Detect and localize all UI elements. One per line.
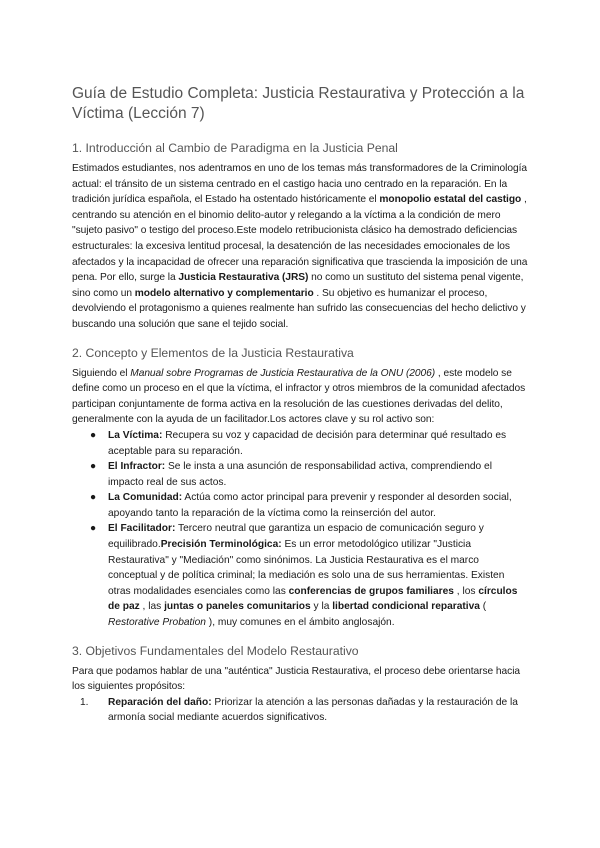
section-introduction — [72, 141, 528, 333]
actors-list — [72, 428, 528, 631]
item-text: Actúa como actor principal para prevenir y responder al desorden social, apoyando tanto la reparación de la víctima como la reinserción del autor. — [108, 492, 512, 519]
bold-term: círculos de paz — [108, 585, 518, 613]
bullet-icon: ● — [90, 429, 97, 441]
item-label: La Víctima: — [108, 429, 163, 441]
list-item — [90, 490, 528, 521]
list-item — [90, 428, 528, 459]
text-run: ( — [479, 601, 487, 613]
list-item — [90, 459, 528, 490]
italic-citation: Manual sobre Programas de Justicia Restaurativa de la ONU (2006) — [130, 367, 436, 379]
item-label: El Facilitador: — [108, 523, 176, 535]
item-text: Priorizar la atención a las personas dañadas y la restauración de la armonía social mediante acuerdos significativos. — [108, 696, 518, 724]
text-run: ), muy comunes en el ámbito anglosajón. — [205, 617, 395, 629]
text-run: Siguiendo el — [72, 367, 131, 379]
bullet-icon: ● — [90, 461, 97, 473]
item-text: Se le insta a una asunción de responsabilidad activa, comprendiendo el impacto real de sus actos. — [108, 461, 492, 488]
bold-term: conferencias de grupos familiares — [288, 585, 454, 597]
section-1-heading: 1. Introducción al Cambio de Paradigma en la Justicia Penal — [72, 141, 398, 155]
italic-term: Restorative Probation — [108, 617, 206, 629]
text-run: , las — [139, 601, 165, 613]
bold-term: modelo alternativo y complementario — [134, 287, 314, 299]
bold-term: Justicia Restaurativa (JRS) — [178, 272, 309, 284]
text-run: Estimados estudiantes, nos adentramos en uno de los temas más transformadores de la Criminología actual: el tránsito de un sistema centrado en el castigo hacia uno centrado en la reparación. En la tradición jurídica española, el Estado ha ostentado históricamente el — [72, 163, 528, 206]
bold-term: Precisión Terminológica: — [160, 539, 282, 551]
document-title: Guía de Estudio Completa: Justicia Restaurativa y Protección a la Víctima (Lección 7) — [72, 85, 525, 122]
section-3-intro: Para que podamos hablar de una "auténtica" Justicia Restaurativa, el proceso debe orientarse hacia los siguientes propósitos: — [72, 665, 521, 693]
item-text: Recupera su voz y capacidad de decisión para determinar qué resultado es aceptable para su reparación. — [108, 429, 507, 457]
text-run: . Su objetivo es humanizar el proceso, devolviendo el protagonismo a quienes realmente han sufrido las consecuencias del hecho delictivo y buscando una solución que sane el tejido social. — [72, 287, 526, 330]
section-concept — [72, 346, 528, 631]
text-run: y la — [310, 601, 333, 613]
text-run: no como un sustituto del sistema penal vigente, sino como un — [72, 272, 524, 299]
item-label: Reparación del daño: — [108, 696, 212, 708]
section-objectives — [72, 644, 528, 726]
objectives-list — [72, 695, 528, 726]
item-label: La Comunidad: — [108, 492, 183, 504]
section-2-heading: 2. Concepto y Elementos de la Justicia Restaurativa — [72, 345, 354, 360]
section-2-paragraph — [72, 366, 528, 428]
list-item — [80, 695, 528, 726]
item-text: Tercero neutral que garantiza un espacio de comunicación seguro y equilibrado. — [108, 523, 484, 551]
bold-term: monopolio estatal del castigo — [379, 194, 522, 206]
list-item — [90, 521, 528, 630]
text-run: Es un error metodológico utilizar "Justicia Restaurativa" y "Mediación" como sinónimos. La Justicia Restaurativa es el marco conceptual y de política criminal; la mediación es solo una de sus herramientas. Existen otras modalidades esenciales como las — [108, 539, 505, 597]
text-run: , este modelo se define como un proceso en el que la víctima, el infractor y otros miembros de la comunidad afectados participan conjuntamente de forma activa en la resolución de las cuestiones derivadas del delito, generalmente con la ayuda de un facilitador.Los actores clave y su rol activo son: — [72, 367, 526, 426]
text-run: , centrando su atención en el binomio delito-autor y relegando a la víctima a la condición de mero "sujeto pasivo" o testigo del proceso.Este modelo retribucionista clásico ha demostrado deficiencias estructurales: la excesiva lentitud procesal, la desatención de las necesidades emocionales de los afectados y la incapacidad de ofrecer una reparación significativa que trascienda la imposición de una pena. Por ello, surge la — [72, 194, 528, 284]
item-label: El Infractor: — [108, 461, 166, 473]
item-number: 1. — [80, 696, 89, 708]
section-1-paragraph — [72, 161, 528, 333]
bullet-icon: ● — [90, 523, 97, 535]
section-3-heading: 3. Objetivos Fundamentales del Modelo Restaurativo — [72, 643, 359, 658]
bold-term: juntas o paneles comunitarios — [164, 601, 311, 613]
bold-term: libertad condicional reparativa — [332, 601, 480, 613]
bullet-icon: ● — [90, 492, 97, 504]
text-run: , los — [453, 585, 479, 597]
